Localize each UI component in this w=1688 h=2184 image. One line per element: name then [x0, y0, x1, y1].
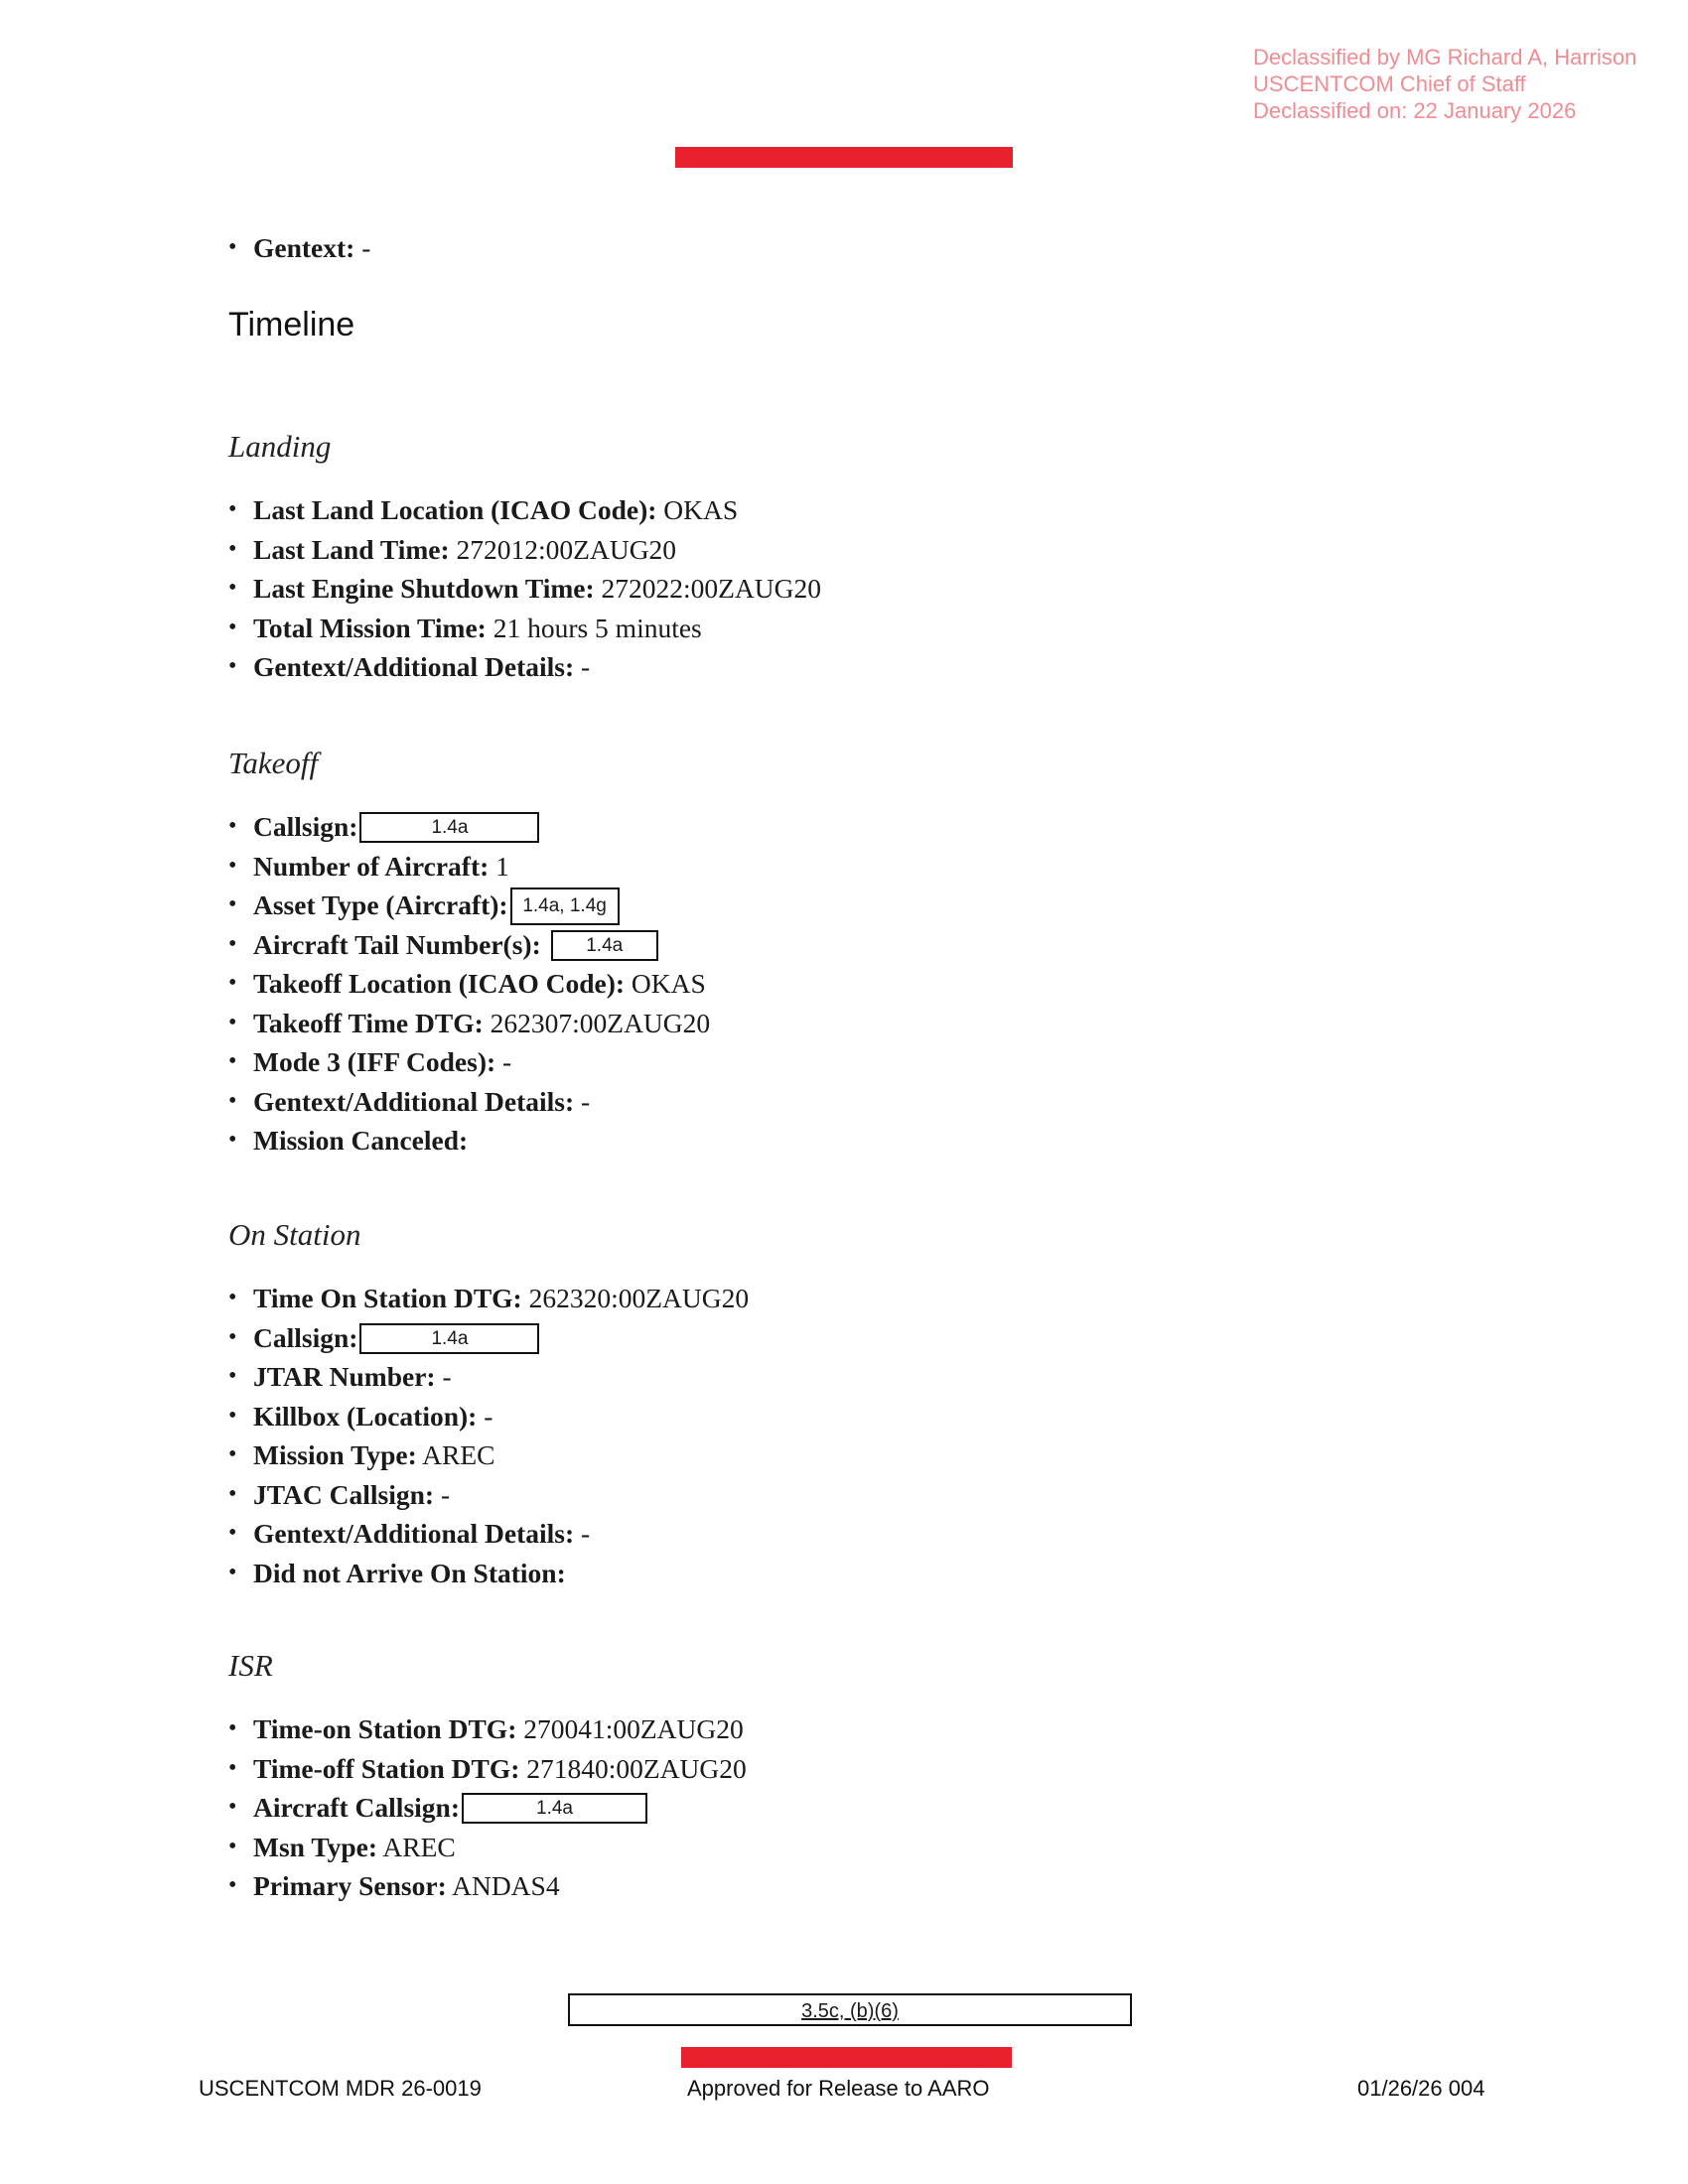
declass-line-1: Declassified by MG Richard A, Harrison	[1253, 45, 1637, 69]
list-item: • Gentext/Additional Details: -	[228, 1082, 710, 1122]
list-item: • Primary Sensor: ANDAS4	[228, 1866, 747, 1906]
list-item: • Gentext/Additional Details: -	[228, 1514, 749, 1554]
list-item: • Mission Canceled:	[228, 1121, 710, 1160]
redaction-box: 1.4a, 1.4g	[510, 887, 620, 925]
list-item: • Last Engine Shutdown Time: 272022:00ZAUG20	[228, 569, 821, 609]
declass-line-2: USCENTCOM Chief of Staff	[1253, 71, 1526, 96]
list-item: • Msn Type: AREC	[228, 1828, 747, 1867]
list-item: • Total Mission Time: 21 hours 5 minutes	[228, 609, 821, 648]
footer-page-id: 01/26/26 004	[1357, 2076, 1485, 2101]
list-item: • JTAR Number: -	[228, 1357, 749, 1397]
isr-list	[228, 1709, 747, 1906]
list-item: • Callsign: 1.4a	[228, 1318, 749, 1358]
list-item: • Did not Arrive On Station:	[228, 1554, 749, 1593]
landing-list	[228, 490, 821, 687]
list-item: • Callsign: 1.4a	[228, 807, 710, 847]
redaction-bar-top	[675, 147, 1013, 168]
list-item: • Mode 3 (IFF Codes): -	[228, 1042, 710, 1082]
list-item: • Time-on Station DTG: 270041:00ZAUG20	[228, 1709, 747, 1749]
section-title-on-station: On Station	[228, 1217, 361, 1252]
declass-line-3: Declassified on: 22 January 2026	[1253, 98, 1577, 123]
redaction-box: 1.4a	[551, 930, 658, 961]
on-station-list	[228, 1279, 749, 1592]
redaction-box: 1.4a	[359, 1323, 539, 1354]
list-item: • Asset Type (Aircraft): 1.4a, 1.4g	[228, 886, 710, 925]
list-item: • Time On Station DTG: 262320:00ZAUG20	[228, 1279, 749, 1318]
list-item: • Mission Type: AREC	[228, 1435, 749, 1475]
list-item: • Takeoff Location (ICAO Code): OKAS	[228, 964, 710, 1004]
list-item: • Gentext: -	[228, 228, 370, 268]
list-item: • Takeoff Time DTG: 262307:00ZAUG20	[228, 1004, 710, 1043]
redaction-box: 1.4a	[462, 1793, 647, 1824]
takeoff-list	[228, 807, 710, 1160]
redaction-bar-bottom	[681, 2047, 1012, 2068]
classification-reference: 3.5c, (b)(6)	[801, 2000, 899, 2022]
footer-release-note: Approved for Release to AARO	[687, 2076, 990, 2101]
list-item: • Last Land Location (ICAO Code): OKAS	[228, 490, 821, 530]
list-item: • Aircraft Tail Number(s): 1.4a	[228, 925, 710, 965]
page-title: Timeline	[228, 306, 355, 343]
declassification-stamp	[1253, 44, 1636, 124]
list-item: • Last Land Time: 272012:00ZAUG20	[228, 530, 821, 570]
redaction-box: 1.4a	[359, 812, 539, 843]
list-item: • Time-off Station DTG: 271840:00ZAUG20	[228, 1749, 747, 1789]
section-title-takeoff: Takeoff	[228, 746, 319, 780]
list-item: • Aircraft Callsign: 1.4a	[228, 1788, 747, 1828]
footer-mdr-number: USCENTCOM MDR 26-0019	[199, 2076, 482, 2101]
list-item: • JTAC Callsign: -	[228, 1475, 749, 1515]
list-item: • Gentext/Additional Details: -	[228, 647, 821, 687]
section-title-isr: ISR	[228, 1648, 273, 1683]
list-item: • Killbox (Location): -	[228, 1397, 749, 1436]
top-list	[228, 228, 370, 268]
section-title-landing: Landing	[228, 429, 332, 464]
list-item: • Number of Aircraft: 1	[228, 847, 710, 887]
classification-reference-box	[568, 1993, 1132, 2026]
